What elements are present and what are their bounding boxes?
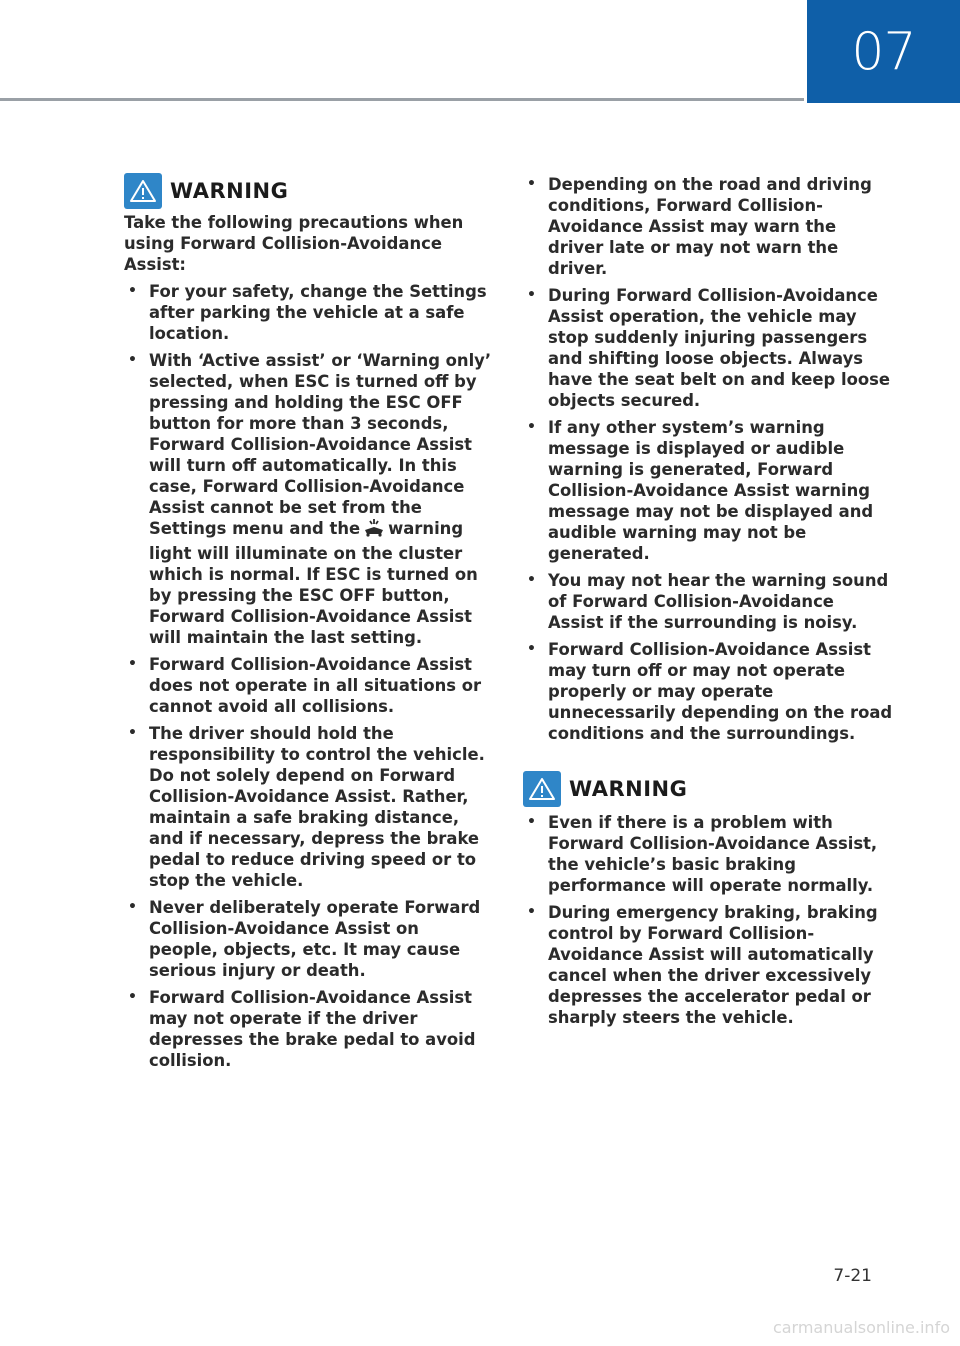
chapter-tab: 07 (807, 0, 960, 103)
braking-warning-list (523, 812, 895, 1028)
list-item: • During Forward Collision-Avoidance Assist operation, the vehicle may stop suddenly injuring passengers and shifting loose objects. Always have the seat belt on and keep loose objects secured. (523, 285, 895, 411)
warning-header (124, 172, 492, 210)
list-item: • Forward Collision-Avoidance Assist does not operate in all situations or cannot avoid all collisions. (124, 654, 492, 717)
list-item: • Never deliberately operate Forward Collision-Avoidance Assist on people, objects, etc. It may cause serious injury or death. (124, 897, 492, 981)
list-item: • The driver should hold the responsibility to control the vehicle. Do not solely depend on Forward Collision-Avoidance Assist. Rather, maintain a safe braking distance, and if necessary, depress the brake pedal to reduce driving speed or to stop the vehicle. (124, 723, 492, 891)
list-item: • You may not hear the warning sound of Forward Collision-Avoidance Assist if the surrounding is noisy. (523, 570, 895, 633)
list-item: • Forward Collision-Avoidance Assist may not operate if the driver depresses the brake pedal to avoid collision. (124, 987, 492, 1071)
list-item: • For your safety, change the Settings after parking the vehicle at a safe location. (124, 281, 492, 344)
right-column (523, 168, 895, 1028)
list-item-text: warning light will illuminate on the cluster which is normal. If ESC is turned on by pressing the ESC OFF button, Forward Collision-Avoidance Assist will maintain the last setting. (149, 519, 478, 647)
page-number: 7-21 (833, 1266, 872, 1286)
left-column (124, 172, 492, 1071)
warning-title: WARNING (170, 179, 289, 203)
list-item: • Depending on the road and driving conditions, Forward Collision-Avoidance Assist may warn the driver late or may not warn the driver. (523, 174, 895, 279)
watermark: carmanualsonline.info (772, 1318, 950, 1337)
collision-warning-light-icon (362, 518, 386, 543)
continued-precautions-list (523, 174, 895, 744)
warning-header (523, 770, 895, 808)
warning-triangle-icon (523, 771, 561, 807)
list-item: • During emergency braking, braking control by Forward Collision-Avoidance Assist will automatically cancel when the driver excessively depresses the accelerator pedal or sharply steers the vehicle. (523, 902, 895, 1028)
warning-title: WARNING (569, 777, 688, 801)
header-rule (0, 98, 804, 101)
list-item: • Forward Collision-Avoidance Assist may turn off or may not operate properly or may operate unnecessarily depending on the road conditions and the surroundings. (523, 639, 895, 744)
list-item: • If any other system’s warning message is displayed or audible warning is generated, Forward Collision-Avoidance Assist warning message may not be displayed and audible warning may not be generated. (523, 417, 895, 564)
list-item (124, 350, 492, 648)
precautions-list (124, 281, 492, 1071)
list-item: • Even if there is a problem with Forward Collision-Avoidance Assist, the vehicle’s basic braking performance will operate normally. (523, 812, 895, 896)
list-item-text: With ‘Active assist’ or ‘Warning only’ selected, when ESC is turned off by pressing and holding the ESC OFF button for more than 3 seconds, Forward Collision-Avoidance Assist will turn off automatically. In this case, Forward Collision-Avoidance Assist cannot be set from the Settings menu and the (149, 351, 492, 538)
warning-triangle-icon (124, 173, 162, 209)
warning-intro: Take the following precautions when using Forward Collision-Avoidance Assist: (124, 213, 464, 274)
